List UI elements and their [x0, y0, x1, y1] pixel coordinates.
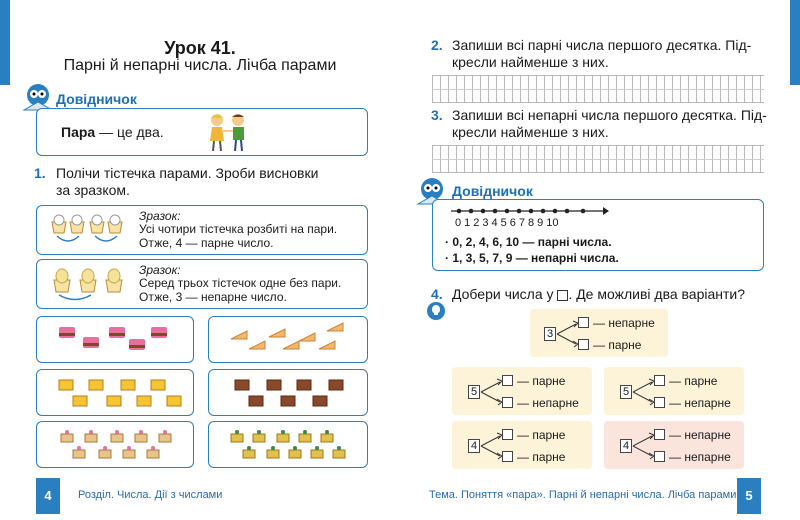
option2-top-box[interactable] — [502, 375, 513, 386]
option3-bottom-box[interactable] — [654, 397, 665, 408]
number-line-labels — [455, 217, 559, 229]
option1-bottom-label: — парне — [593, 338, 642, 352]
example1-line1: Усі чотири тістечка розбиті на пари. — [139, 222, 338, 236]
option1-number: 3 — [544, 327, 556, 341]
task2-text-line2: кресли найменше з них. — [452, 54, 609, 70]
option-card-2 — [452, 367, 592, 415]
option4-bottom-box[interactable] — [502, 451, 513, 462]
reference-text — [61, 124, 164, 140]
lesson-subtitle: Парні й непарні числа. Лічба парами — [63, 57, 337, 74]
odd-numbers-line: · 1, 3, 5, 7, 9 — непарні числа. — [445, 251, 619, 265]
reference-term: Пара — [61, 124, 96, 140]
option-card-1 — [530, 309, 668, 357]
task1-number: 1. — [34, 165, 46, 181]
nl-3: 3 — [482, 217, 489, 229]
green-cupcakes-icon — [209, 422, 369, 469]
option4-bottom-label: — парне — [517, 450, 566, 464]
task1-text-line1: Полічи тістечка парами. Зроби висновки — [56, 165, 319, 181]
three-cupcakes-icon — [51, 268, 131, 302]
cakes-box-4 — [208, 369, 368, 416]
chocolate-cakes-icon — [209, 370, 369, 417]
option5-bottom-label: — непарне — [669, 450, 731, 464]
option5-number: 4 — [620, 439, 632, 453]
task1-text-line2: за зразком. — [56, 182, 130, 198]
task4-text-b: . Де можливі два варіанти? — [568, 286, 746, 302]
option2-number: 5 — [468, 385, 480, 399]
option2-bottom-label: — непарне — [517, 396, 579, 410]
branch-arrows-icon — [480, 377, 504, 407]
branch-arrows-icon — [480, 431, 504, 461]
task4-text-a: Добери числа у — [452, 286, 554, 302]
answer-grid-task2[interactable] — [432, 75, 764, 103]
cakes-box-1 — [36, 316, 194, 363]
nl-9: 9 — [537, 217, 544, 229]
empty-square-icon — [557, 290, 568, 301]
example-box-2 — [36, 259, 368, 309]
four-cupcakes-paired-icon — [49, 214, 129, 246]
right-edge-tab — [790, 0, 800, 85]
lightbulb-icon — [426, 301, 446, 321]
example2-line2: Отже, 3 — непарне число. — [139, 290, 287, 304]
option1-top-label: — непарне — [593, 316, 655, 330]
nl-1: 1 — [464, 217, 471, 229]
branch-arrows-icon — [632, 431, 656, 461]
option2-top-label: — парне — [517, 374, 566, 388]
example-box-1 — [36, 205, 368, 255]
example2-line1: Серед трьох тістечок одне без пари. — [139, 276, 342, 290]
option3-top-box[interactable] — [654, 375, 665, 386]
reference-box-left — [36, 108, 368, 156]
lesson-title: Урок 41. — [164, 38, 236, 58]
left-page-number: 4 — [36, 478, 60, 514]
left-footer-text: Розділ. Числа. Дії з числами — [78, 489, 223, 501]
cakes-box-5 — [36, 421, 194, 468]
nl-5: 5 — [500, 217, 507, 229]
task2-text-line1: Запиши всі парні числа першого десятка. Під- — [452, 37, 752, 53]
nl-6: 6 — [509, 217, 516, 229]
option2-bottom-box[interactable] — [502, 397, 513, 408]
cakes-box-6 — [208, 421, 368, 468]
nl-8: 8 — [528, 217, 535, 229]
task2-number: 2. — [431, 37, 443, 53]
yellow-cakes-icon — [37, 370, 195, 417]
option4-top-label: — парне — [517, 428, 566, 442]
option5-top-box[interactable] — [654, 429, 665, 440]
nl-2: 2 — [473, 217, 480, 229]
right-footer-text: Тема. Поняття «пара». Парні й непарні числа. Лічба парами — [429, 489, 737, 501]
option-card-4 — [452, 421, 592, 469]
option4-top-box[interactable] — [502, 429, 513, 440]
number-line-icon — [449, 204, 609, 218]
reference-label-right: Довідничок — [452, 183, 533, 199]
reference-box-right — [432, 199, 764, 271]
task4-text — [452, 286, 745, 303]
pair-of-children-icon — [203, 111, 253, 153]
answer-grid-task3[interactable] — [432, 145, 764, 173]
example2-label: Зразок: — [139, 263, 181, 277]
example1-line2: Отже, 4 — парне число. — [139, 236, 274, 250]
option3-number: 5 — [620, 385, 632, 399]
option3-bottom-label: — непарне — [669, 396, 731, 410]
cakes-box-3 — [36, 369, 194, 416]
option4-number: 4 — [468, 439, 480, 453]
task3-text-line2: кресли найменше з них. — [452, 124, 609, 140]
cream-cupcakes-icon — [37, 422, 195, 469]
option1-top-box[interactable] — [578, 317, 589, 328]
cakes-box-2 — [208, 316, 368, 363]
reference-definition: — це два. — [95, 124, 164, 140]
option5-bottom-box[interactable] — [654, 451, 665, 462]
layered-cakes-icon — [37, 317, 195, 364]
option1-bottom-box[interactable] — [578, 339, 589, 350]
option5-top-label: — непарне — [669, 428, 731, 442]
nl-4: 4 — [491, 217, 498, 229]
task3-number: 3. — [431, 107, 443, 123]
task4-number: 4. — [431, 286, 443, 302]
even-numbers-line: · 0, 2, 4, 6, 10 — парні числа. — [445, 235, 612, 249]
reference-label-left: Довідничок — [56, 91, 137, 107]
cake-slices-icon — [209, 317, 369, 364]
branch-arrows-icon — [556, 319, 580, 349]
nl-7: 7 — [518, 217, 525, 229]
nl-0: 0 — [455, 217, 462, 229]
right-page-number: 5 — [737, 478, 761, 514]
branch-arrows-icon — [632, 377, 656, 407]
option-card-5 — [604, 421, 744, 469]
nl-10: 10 — [546, 217, 559, 229]
option3-top-label: — парне — [669, 374, 718, 388]
example1-label: Зразок: — [139, 209, 181, 223]
task3-text-line1: Запиши всі непарні числа першого десятка. Під- — [452, 107, 767, 123]
option-card-3 — [604, 367, 744, 415]
